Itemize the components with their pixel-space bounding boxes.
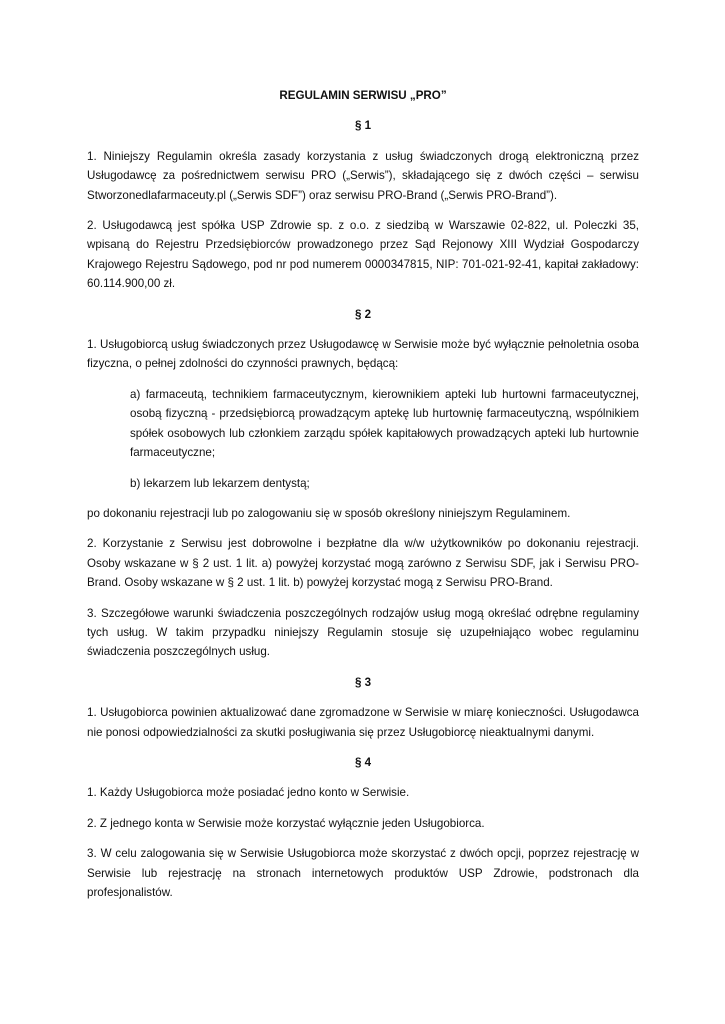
section-2-paragraph-1: 1. Usługobiorcą usług świadczonych przez Usługodawcę w Serwisie może być wyłącznie pełnoletnia osoba fizyczna, o pełnej zdolności do czynności prawnych, będącą: (87, 338, 639, 371)
section-2-item-a: a) farmaceutą, technikiem farmaceutycznym, kierownikiem apteki lub hurtowni farmaceutycznej, osobą fizyczną - przedsiębiorcą prowadzącym aptekę lub hurtownię farmaceutyczną, wspólnikiem spółek osobowych lub członkiem zarządu spółek kapitałowych prowadzących apteki lub hurtownie farmaceutyczne; (130, 387, 639, 460)
section-1-paragraph-1: 1. Niniejszy Regulamin określa zasady korzystania z usług świadczonych drogą elektroniczną przez Usługodawcę za pośrednictwem serwisu PRO („Serwis”), składającego się z dwóch części – serwisu Stworzonedlafarmaceuty.pl („Serwis SDF”) oraz serwisu PRO-Brand („Serwis PRO-Brand”). (87, 149, 639, 202)
section-2-item-b: b) lekarzem lub lekarzem dentystą; (130, 476, 310, 490)
section-4-paragraph-3: 3. W celu zalogowania się w Serwisie Usługobiorca może skorzystać z dwóch opcji, poprzez rejestrację w Serwisie lub rejestrację na stronach internetowych produktów USP Zdrowie, podstronach dla profesjonalistów. (87, 847, 639, 899)
document-title: REGULAMIN SERWISU „PRO” (279, 89, 447, 102)
section-heading-1: § 1 (354, 119, 372, 133)
section-3-paragraph-1: 1. Usługobiorca powinien aktualizować dane zgromadzone w Serwisie w miarę konieczności. Usługodawca nie ponosi odpowiedzialności za skutki posługiwania się przez Usługobiorcę nieaktualnymi danymi. (87, 706, 639, 739)
section-2-paragraph-3: 3. Szczegółowe warunki świadczenia poszczególnych rodzajów usług mogą określać odrębne regulaminy tych usług. W takim przypadku niniejszy Regulamin stosuje się uzupełniająco wobec regulaminu świadczenia poszczególnych usług. (87, 606, 639, 659)
section-4-paragraph-2: 2. Z jednego konta w Serwisie może korzystać wyłącznie jeden Usługobiorca. (87, 816, 485, 830)
section-1-paragraph-2: 2. Usługodawcą jest spółka USP Zdrowie sp. z o.o. z siedzibą w Warszawie 02-822, ul. Poleczki 35, wpisaną do Rejestru Przedsiębiorców prowadzonego przez Sąd Rejonowy XIII Wydział Gospodarczy Krajowego Rejestru Sądowego, pod nr pod numerem 0000347815, NIP: 701-021-92-41, kapitał zakładowy: 60.114.900,00 zł. (87, 219, 639, 291)
section-heading-4: § 4 (354, 755, 372, 769)
section-4-paragraph-1: 1. Każdy Usługobiorca może posiadać jedno konto w Serwisie. (87, 786, 410, 800)
section-heading-2: § 2 (354, 307, 372, 321)
section-heading-3: § 3 (354, 675, 372, 689)
section-2-after-list: po dokonaniu rejestracji lub po zalogowaniu się w sposób określony niniejszym Regulaminem. (87, 506, 571, 520)
document-page (87, 86, 639, 913)
section-2-paragraph-2: 2. Korzystanie z Serwisu jest dobrowolne i bezpłatne dla w/w użytkowników po dokonaniu rejestracji. Osoby wskazane w § 2 ust. 1 lit. a) powyżej korzystać mogą zarówno z Serwisu SDF, jak i Serwisu PRO-Brand. Osoby wskazane w § 2 ust. 1 lit. b) powyżej korzystać mogą z Serwisu PRO-Brand. (87, 537, 639, 590)
